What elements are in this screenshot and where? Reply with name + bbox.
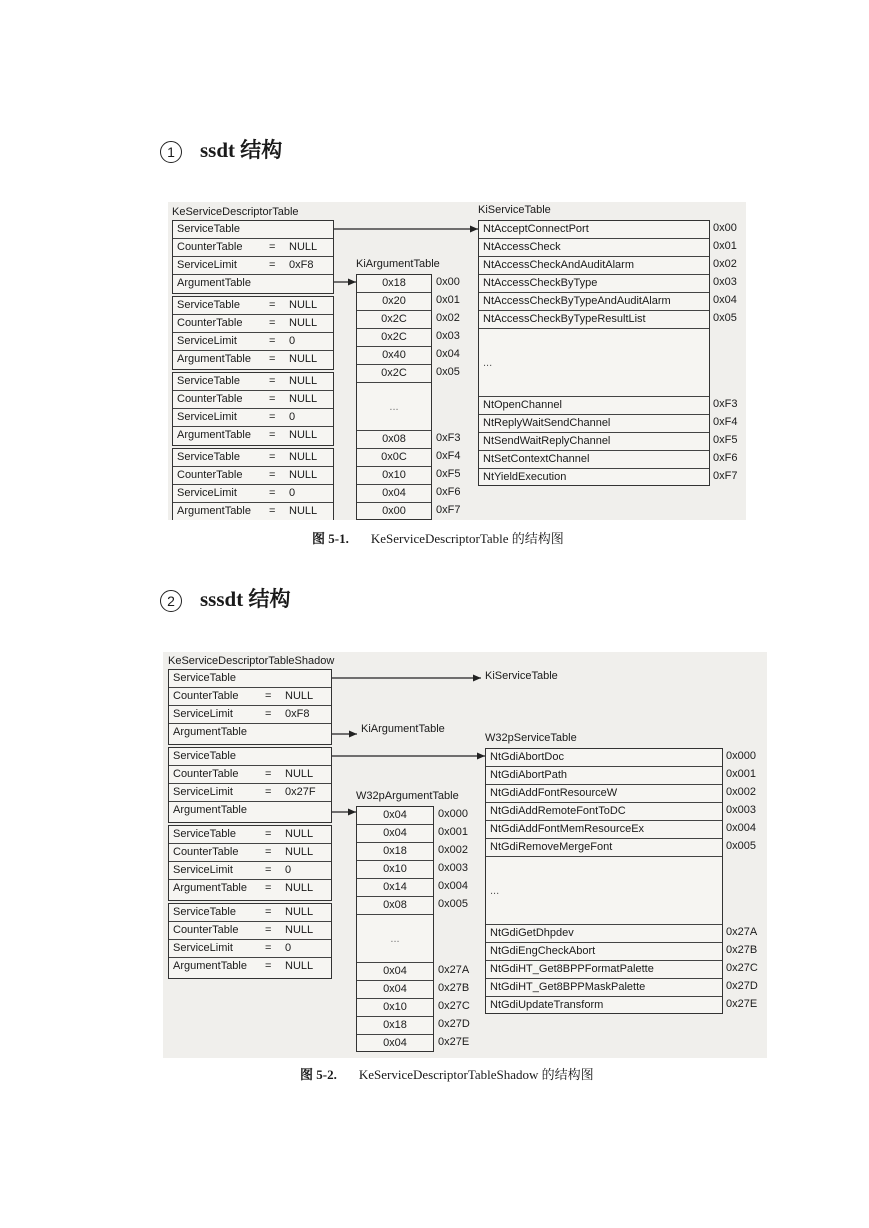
field-equals: =: [269, 241, 276, 253]
field-name: ServiceLimit: [177, 335, 237, 347]
field-equals: =: [265, 786, 272, 798]
argument-cell: 0x40: [357, 347, 431, 365]
field-name: ServiceLimit: [177, 259, 237, 271]
pointer-arrows: [163, 652, 767, 1058]
pointer-arrowhead: [477, 753, 485, 760]
field-value: 0: [285, 942, 292, 954]
section-1-title: ssdt 结构: [200, 138, 283, 162]
service-index: 0x005: [726, 840, 756, 852]
field-value: NULL: [285, 882, 314, 894]
argument-ellipsis: ...: [357, 915, 433, 963]
argument-index: 0xF6: [436, 486, 461, 498]
field-value: NULL: [285, 924, 314, 936]
pointer-arrowhead: [470, 226, 478, 233]
argument-cell: 0x0C: [357, 449, 431, 467]
service-entry: NtYieldExecution: [483, 471, 567, 483]
service-index: 0x000: [726, 750, 756, 762]
argument-cell: 0x08: [357, 897, 433, 915]
argument-index: 0x27E: [438, 1036, 470, 1048]
field-equals: =: [269, 259, 276, 271]
service-index: 0x02: [713, 258, 737, 270]
figure-2-caption: [300, 1064, 594, 1083]
service-index: 0x27B: [726, 944, 758, 956]
service-index: 0xF6: [713, 452, 738, 464]
field-value: 0: [285, 864, 292, 876]
field-name: CounterTable: [173, 768, 239, 780]
field-equals: =: [265, 768, 272, 780]
pointer-arrowhead: [349, 731, 357, 738]
service-entry: NtAccessCheck: [479, 239, 709, 257]
pointer-arrowhead: [348, 809, 356, 816]
service-index: 0x004: [726, 822, 756, 834]
field-value: NULL: [285, 690, 314, 702]
field-value: NULL: [289, 429, 318, 441]
pointer-arrowhead: [348, 279, 356, 286]
argument-index: 0x003: [438, 862, 468, 874]
argument-cell: 0x10: [357, 999, 433, 1017]
service-index: 0x05: [713, 312, 737, 324]
service-index: 0xF7: [713, 470, 738, 482]
argument-cell: 0x2C: [357, 365, 431, 383]
field-equals: =: [269, 487, 276, 499]
field-name: ArgumentTable: [173, 882, 247, 894]
field-equals: =: [265, 960, 272, 972]
field-value: 0: [289, 411, 296, 423]
field-value: NULL: [289, 241, 318, 253]
field-name: ServiceTable: [173, 750, 236, 762]
argument-index: 0xF7: [436, 504, 461, 516]
service-index: 0x27E: [726, 998, 758, 1010]
argument-cell: 0x14: [357, 879, 433, 897]
field-value: NULL: [285, 846, 314, 858]
pointer-arrowhead: [473, 675, 481, 682]
field-name: ServiceLimit: [177, 411, 237, 423]
argument-index: 0x27D: [438, 1018, 470, 1030]
argument-index: 0x27C: [438, 1000, 470, 1012]
field-equals: =: [265, 846, 272, 858]
argument-cell: 0x04: [357, 825, 433, 843]
descriptor-table-title: KeServiceDescriptorTableShadow: [168, 655, 335, 667]
field-value: 0: [289, 335, 296, 347]
service-index: 0xF4: [713, 416, 738, 428]
field-equals: =: [269, 451, 276, 463]
section-2-number: 2: [160, 590, 182, 612]
service-entry: NtAccessCheckByTypeAndAuditAlarm: [479, 293, 709, 311]
field-name: ArgumentTable: [177, 505, 251, 517]
field-name: ServiceTable: [177, 223, 240, 235]
argument-index: 0x001: [438, 826, 468, 838]
argument-table-title: KiArgumentTable: [356, 258, 440, 270]
service-entry: NtGdiAddFontMemResourceEx: [486, 821, 722, 839]
field-equals: =: [269, 353, 276, 365]
figure-2-caption-number: 图 5-2.: [300, 1067, 337, 1082]
pointer-label: KiArgumentTable: [361, 723, 445, 735]
pointer-arrows: [168, 202, 746, 520]
service-entry: NtAccessCheckAndAuditAlarm: [479, 257, 709, 275]
field-equals: =: [265, 864, 272, 876]
field-name: ArgumentTable: [177, 429, 251, 441]
service-index: 0x01: [713, 240, 737, 252]
service-ellipsis: ...: [479, 329, 709, 397]
field-equals: =: [269, 393, 276, 405]
figure-1-caption-number: 图 5-1.: [312, 531, 349, 546]
service-index: 0x003: [726, 804, 756, 816]
section-2-title: sssdt 结构: [200, 587, 291, 611]
service-index: 0x03: [713, 276, 737, 288]
argument-cell: 0x04: [383, 1037, 407, 1049]
field-name: ArgumentTable: [173, 726, 247, 738]
field-name: ServiceLimit: [173, 786, 233, 798]
argument-index: 0x27A: [438, 964, 470, 976]
field-name: ServiceLimit: [173, 864, 233, 876]
descriptor-table-title: KeServiceDescriptorTable: [172, 206, 299, 218]
service-index: 0x04: [713, 294, 737, 306]
field-name: ServiceLimit: [173, 942, 233, 954]
argument-index: 0x02: [436, 312, 460, 324]
argument-cell: 0x20: [357, 293, 431, 311]
field-name: ServiceTable: [177, 451, 240, 463]
service-entry: NtGdiAbortPath: [486, 767, 722, 785]
argument-index: 0x000: [438, 808, 468, 820]
argument-index: 0xF3: [436, 432, 461, 444]
service-entry: NtAccessCheckByTypeResultList: [479, 311, 709, 329]
field-name: ServiceTable: [177, 299, 240, 311]
service-index: 0x27C: [726, 962, 758, 974]
argument-index: 0x05: [436, 366, 460, 378]
service-entry: NtGdiAbortDoc: [486, 749, 722, 767]
argument-index: 0x27B: [438, 982, 470, 994]
field-value: NULL: [285, 828, 314, 840]
field-equals: =: [265, 690, 272, 702]
argument-cell: 0x2C: [357, 311, 431, 329]
argument-index: 0xF4: [436, 450, 461, 462]
field-equals: =: [269, 429, 276, 441]
field-name: ServiceLimit: [173, 708, 233, 720]
field-equals: =: [265, 942, 272, 954]
service-entry: NtGdiHT_Get8BPPMaskPalette: [486, 979, 722, 997]
argument-index: 0x04: [436, 348, 460, 360]
field-equals: =: [265, 906, 272, 918]
field-value: 0: [289, 487, 296, 499]
service-table-title: KiServiceTable: [478, 204, 551, 216]
field-equals: =: [265, 882, 272, 894]
field-equals: =: [269, 335, 276, 347]
figure-ssdt-diagram: [168, 202, 746, 520]
service-index: 0xF5: [713, 434, 738, 446]
service-entry: NtGdiHT_Get8BPPFormatPalette: [486, 961, 722, 979]
service-entry: NtGdiAddRemoteFontToDC: [486, 803, 722, 821]
service-entry: NtAccessCheckByType: [479, 275, 709, 293]
field-equals: =: [269, 505, 276, 517]
field-name: ArgumentTable: [173, 804, 247, 816]
service-entry: NtAcceptConnectPort: [479, 221, 709, 239]
field-equals: =: [265, 924, 272, 936]
field-equals: =: [269, 411, 276, 423]
field-value: NULL: [285, 768, 314, 780]
argument-index: 0x03: [436, 330, 460, 342]
figure-1-caption-text: KeServiceDescriptorTable 的结构图: [370, 531, 564, 546]
field-value: NULL: [289, 469, 318, 481]
argument-cell: 0x18: [357, 275, 431, 293]
argument-cell: 0x18: [357, 1017, 433, 1035]
service-entry: NtSetContextChannel: [479, 451, 709, 469]
argument-cell: 0x18: [357, 843, 433, 861]
field-value: NULL: [289, 317, 318, 329]
argument-index: 0x005: [438, 898, 468, 910]
field-value: NULL: [289, 375, 318, 387]
section-1-heading: [160, 134, 282, 164]
field-value: 0xF8: [289, 259, 314, 271]
section-2-heading: [160, 583, 290, 613]
service-entry: NtGdiUpdateTransform: [490, 999, 604, 1011]
service-index: 0x27A: [726, 926, 758, 938]
field-value: 0x27F: [285, 786, 316, 798]
argument-cell: 0x04: [357, 981, 433, 999]
argument-cell: 0x08: [357, 431, 431, 449]
field-equals: =: [269, 469, 276, 481]
service-ellipsis: ...: [486, 857, 722, 925]
field-equals: =: [269, 317, 276, 329]
argument-index: 0x004: [438, 880, 468, 892]
argument-index: 0x00: [436, 276, 460, 288]
field-value: NULL: [285, 906, 314, 918]
argument-cell: 0x04: [357, 963, 433, 981]
argument-cell: 0x00: [382, 505, 406, 517]
section-1-number: 1: [160, 141, 182, 163]
field-name: CounterTable: [173, 690, 239, 702]
argument-ellipsis: ...: [357, 383, 431, 431]
service-index: 0x001: [726, 768, 756, 780]
service-entry: NtGdiAddFontResourceW: [486, 785, 722, 803]
field-value: NULL: [289, 451, 318, 463]
service-index: 0x002: [726, 786, 756, 798]
field-name: CounterTable: [173, 846, 239, 858]
field-value: NULL: [289, 299, 318, 311]
field-name: ServiceTable: [173, 828, 236, 840]
field-equals: =: [269, 375, 276, 387]
service-table-title: W32pServiceTable: [485, 732, 577, 744]
argument-cell: 0x10: [357, 861, 433, 879]
field-name: CounterTable: [177, 393, 243, 405]
service-index: 0xF3: [713, 398, 738, 410]
field-name: ServiceTable: [177, 375, 240, 387]
field-name: ArgumentTable: [173, 960, 247, 972]
field-name: CounterTable: [177, 469, 243, 481]
service-entry: NtOpenChannel: [479, 397, 709, 415]
service-entry: NtGdiEngCheckAbort: [486, 943, 722, 961]
figure-sssdt-diagram: [163, 652, 767, 1058]
field-value: NULL: [289, 393, 318, 405]
argument-cell: 0x10: [357, 467, 431, 485]
field-name: CounterTable: [177, 317, 243, 329]
field-name: ServiceLimit: [177, 487, 237, 499]
field-value: NULL: [285, 960, 314, 972]
argument-index: 0xF5: [436, 468, 461, 480]
argument-table-title: W32pArgumentTable: [356, 790, 459, 802]
field-name: CounterTable: [173, 924, 239, 936]
field-name: ServiceTable: [173, 906, 236, 918]
argument-cell: 0x04: [357, 807, 433, 825]
service-index: 0x00: [713, 222, 737, 234]
field-equals: =: [269, 299, 276, 311]
pointer-label: KiServiceTable: [485, 670, 558, 682]
service-entry: NtReplyWaitSendChannel: [479, 415, 709, 433]
service-entry: NtGdiRemoveMergeFont: [486, 839, 722, 857]
field-equals: =: [265, 828, 272, 840]
field-name: ArgumentTable: [177, 353, 251, 365]
argument-index: 0x002: [438, 844, 468, 856]
argument-cell: 0x04: [357, 485, 431, 503]
figure-1-caption: [312, 528, 564, 547]
service-entry: NtGdiGetDhpdev: [486, 925, 722, 943]
field-value: NULL: [289, 353, 318, 365]
field-equals: =: [265, 708, 272, 720]
argument-cell: 0x2C: [357, 329, 431, 347]
field-name: ArgumentTable: [177, 277, 251, 289]
field-value: NULL: [289, 505, 318, 517]
figure-2-caption-text: KeServiceDescriptorTableShadow 的结构图: [358, 1067, 594, 1082]
field-name: CounterTable: [177, 241, 243, 253]
field-name: ServiceTable: [173, 672, 236, 684]
service-index: 0x27D: [726, 980, 758, 992]
argument-index: 0x01: [436, 294, 460, 306]
field-value: 0xF8: [285, 708, 310, 720]
service-entry: NtSendWaitReplyChannel: [479, 433, 709, 451]
